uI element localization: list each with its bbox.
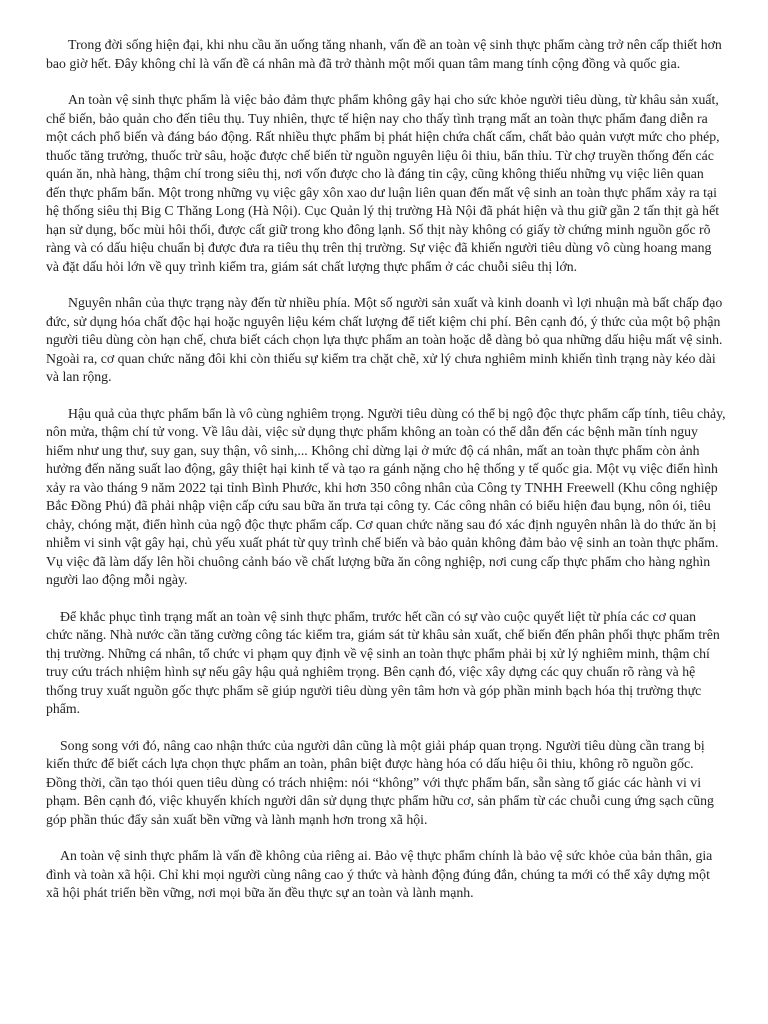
paragraph-awareness-solutions: Song song với đó, nâng cao nhận thức của người dân cũng là một giải pháp quan trọng. Người tiêu dùng cần trang bị kiến thức để biết cách lựa chọn thực phẩm an toàn, phân biệt được hàng hóa có dấu hiệu ôi thiu, không rõ nguồn gốc. Đồng thời, cần tạo thói quen tiêu dùng có trách nhiệm: nói “không” với thực phẩm bẩn, sẵn sàng tố giác các hành vi vi phạm. Bên cạnh đó, việc khuyến khích người dân sử dụng thực phẩm hữu cơ, sản phẩm từ các chuỗi cung ứng sạch cũng góp phần thúc đẩy sản xuất bền vững và lành mạnh hơn trong xã hội. [46, 737, 714, 827]
paragraph-current-situation: An toàn vệ sinh thực phẩm là việc bảo đảm thực phẩm không gây hại cho sức khỏe người tiêu dùng, từ khâu sản xuất, chế biến, bảo quản cho đến tiêu thụ. Tuy nhiên, thực tế hiện nay cho thấy tình trạng mất an toàn thực phẩm đang diễn ra một cách phổ biến và đáng báo động. Rất nhiều thực phẩm bị phát hiện chứa chất cấm, chất bảo quản vượt mức cho phép, thuốc tăng trưởng, thuốc trừ sâu, hoặc được chế biến từ nguồn nguyên liệu ôi thiu, bẩn thỉu. Từ chợ truyền thống đến các quán ăn, nhà hàng, thậm chí trong siêu thị, nơi vốn được cho là đáng tin cậy, cũng không thiếu những vụ việc liên quan đến thực phẩm bẩn. Một trong những vụ việc gây xôn xao dư luận liên quan đến mất vệ sinh an toàn thực phẩm xảy ra tại hệ thống siêu thị Big C Thăng Long (Hà Nội). Cục Quản lý thị trường Hà Nội đã phát hiện và thu giữ gần 2 tấn thịt gà hết hạn sử dụng, bốc mùi hôi thối, được cất giữ trong kho đông lạnh. Số thịt này không có giấy tờ chứng minh nguồn gốc rõ ràng và có dấu hiệu chuẩn bị được đưa ra tiêu thụ trên thị trường. Sự việc đã khiến người tiêu dùng vô cùng hoang mang và đặt dấu hỏi lớn về quy trình kiểm tra, giám sát chất lượng thực phẩm ở các chuỗi siêu thị lớn. [46, 92, 720, 274]
paragraph-consequences: Hậu quả của thực phẩm bẩn là vô cùng nghiêm trọng. Người tiêu dùng có thể bị ngộ độc thực phẩm cấp tính, tiêu chảy, nôn mửa, thậm chí tử vong. Về lâu dài, việc sử dụng thực phẩm không an toàn có thể dẫn đến các bệnh mãn tính nguy hiểm như ung thư, suy gan, suy thận, vô sinh,... Không chỉ dừng lại ở mức độ cá nhân, mất an toàn thực phẩm còn ảnh hưởng đến năng suất lao động, gây thiệt hại kinh tế và tạo ra gánh nặng cho hệ thống y tế quốc gia. Một vụ việc điển hình xảy ra vào tháng 9 năm 2022 tại tỉnh Bình Phước, khi hơn 350 công nhân của Công ty TNHH Freewell (Khu công nghiệp Bắc Đồng Phú) đã phải nhập viện cấp cứu sau bữa ăn trưa tại công ty. Các công nhân có biểu hiện đau bụng, nôn ói, tiêu chảy, chóng mặt, điển hình của ngộ độc thực phẩm cấp. Cơ quan chức năng sau đó xác định nguyên nhân là do thức ăn bị nhiễm vi sinh vật gây hại, chủ yếu xuất phát từ quy trình chế biến và bảo quản không đảm bảo vệ sinh an toàn thực phẩm. Vụ việc đã làm dấy lên hồi chuông cảnh báo về chất lượng bữa ăn công nghiệp, nơi cung cấp thực phẩm cho hàng nghìn người lao động mỗi ngày. [46, 405, 726, 587]
paragraph-introduction: Trong đời sống hiện đại, khi nhu cầu ăn uống tăng nhanh, vấn đề an toàn vệ sinh thực phẩm càng trở nên cấp thiết hơn bao giờ hết. Đây không chỉ là vấn đề cá nhân mà đã trở thành một mối quan tâm mang tính cộng đồng và quốc gia. [46, 37, 722, 71]
paragraph-causes: Nguyên nhân của thực trạng này đến từ nhiều phía. Một số người sản xuất và kinh doanh vì lợi nhuận mà bất chấp đạo đức, sử dụng hóa chất độc hại hoặc nguyên liệu kém chất lượng để tiết kiệm chi phí. Bên cạnh đó, ý thức của một bộ phận người tiêu dùng còn hạn chế, chưa biết cách chọn lựa thực phẩm an toàn hoặc dễ dàng bỏ qua những dấu hiệu mất vệ sinh. Ngoài ra, cơ quan chức năng đôi khi còn thiếu sự kiểm tra chặt chẽ, xử lý chưa nghiêm minh khiến tình trạng này kéo dài và lan rộng. [46, 295, 723, 384]
document-body [46, 36, 726, 921]
paragraph-government-solutions: Để khắc phục tình trạng mất an toàn vệ sinh thực phẩm, trước hết cần có sự vào cuộc quyết liệt từ phía các cơ quan chức năng. Nhà nước cần tăng cường công tác kiểm tra, giám sát từ khâu sản xuất, chế biến đến phân phối thực phẩm trên thị trường. Những cá nhân, tổ chức vi phạm quy định về vệ sinh an toàn thực phẩm phải bị xử lý nghiêm minh, thậm chí truy cứu trách nhiệm hình sự nếu gây hậu quả nghiêm trọng. Bên cạnh đó, việc xây dựng các quy chuẩn rõ ràng và hệ thống truy xuất nguồn gốc thực phẩm sẽ giúp người tiêu dùng yên tâm hơn và góp phần minh bạch hóa thị trường thực phẩm. [46, 608, 720, 716]
paragraph-conclusion: An toàn vệ sinh thực phẩm là vấn đề không của riêng ai. Bảo vệ thực phẩm chính là bảo vệ sức khỏe của bản thân, gia đình và toàn xã hội. Chỉ khi mọi người cùng nâng cao ý thức và hành động đúng đắn, chúng ta mới có thể xây dựng một xã hội phát triển bền vững, nơi mọi bữa ăn đều thực sự an toàn và lành mạnh. [46, 848, 713, 900]
